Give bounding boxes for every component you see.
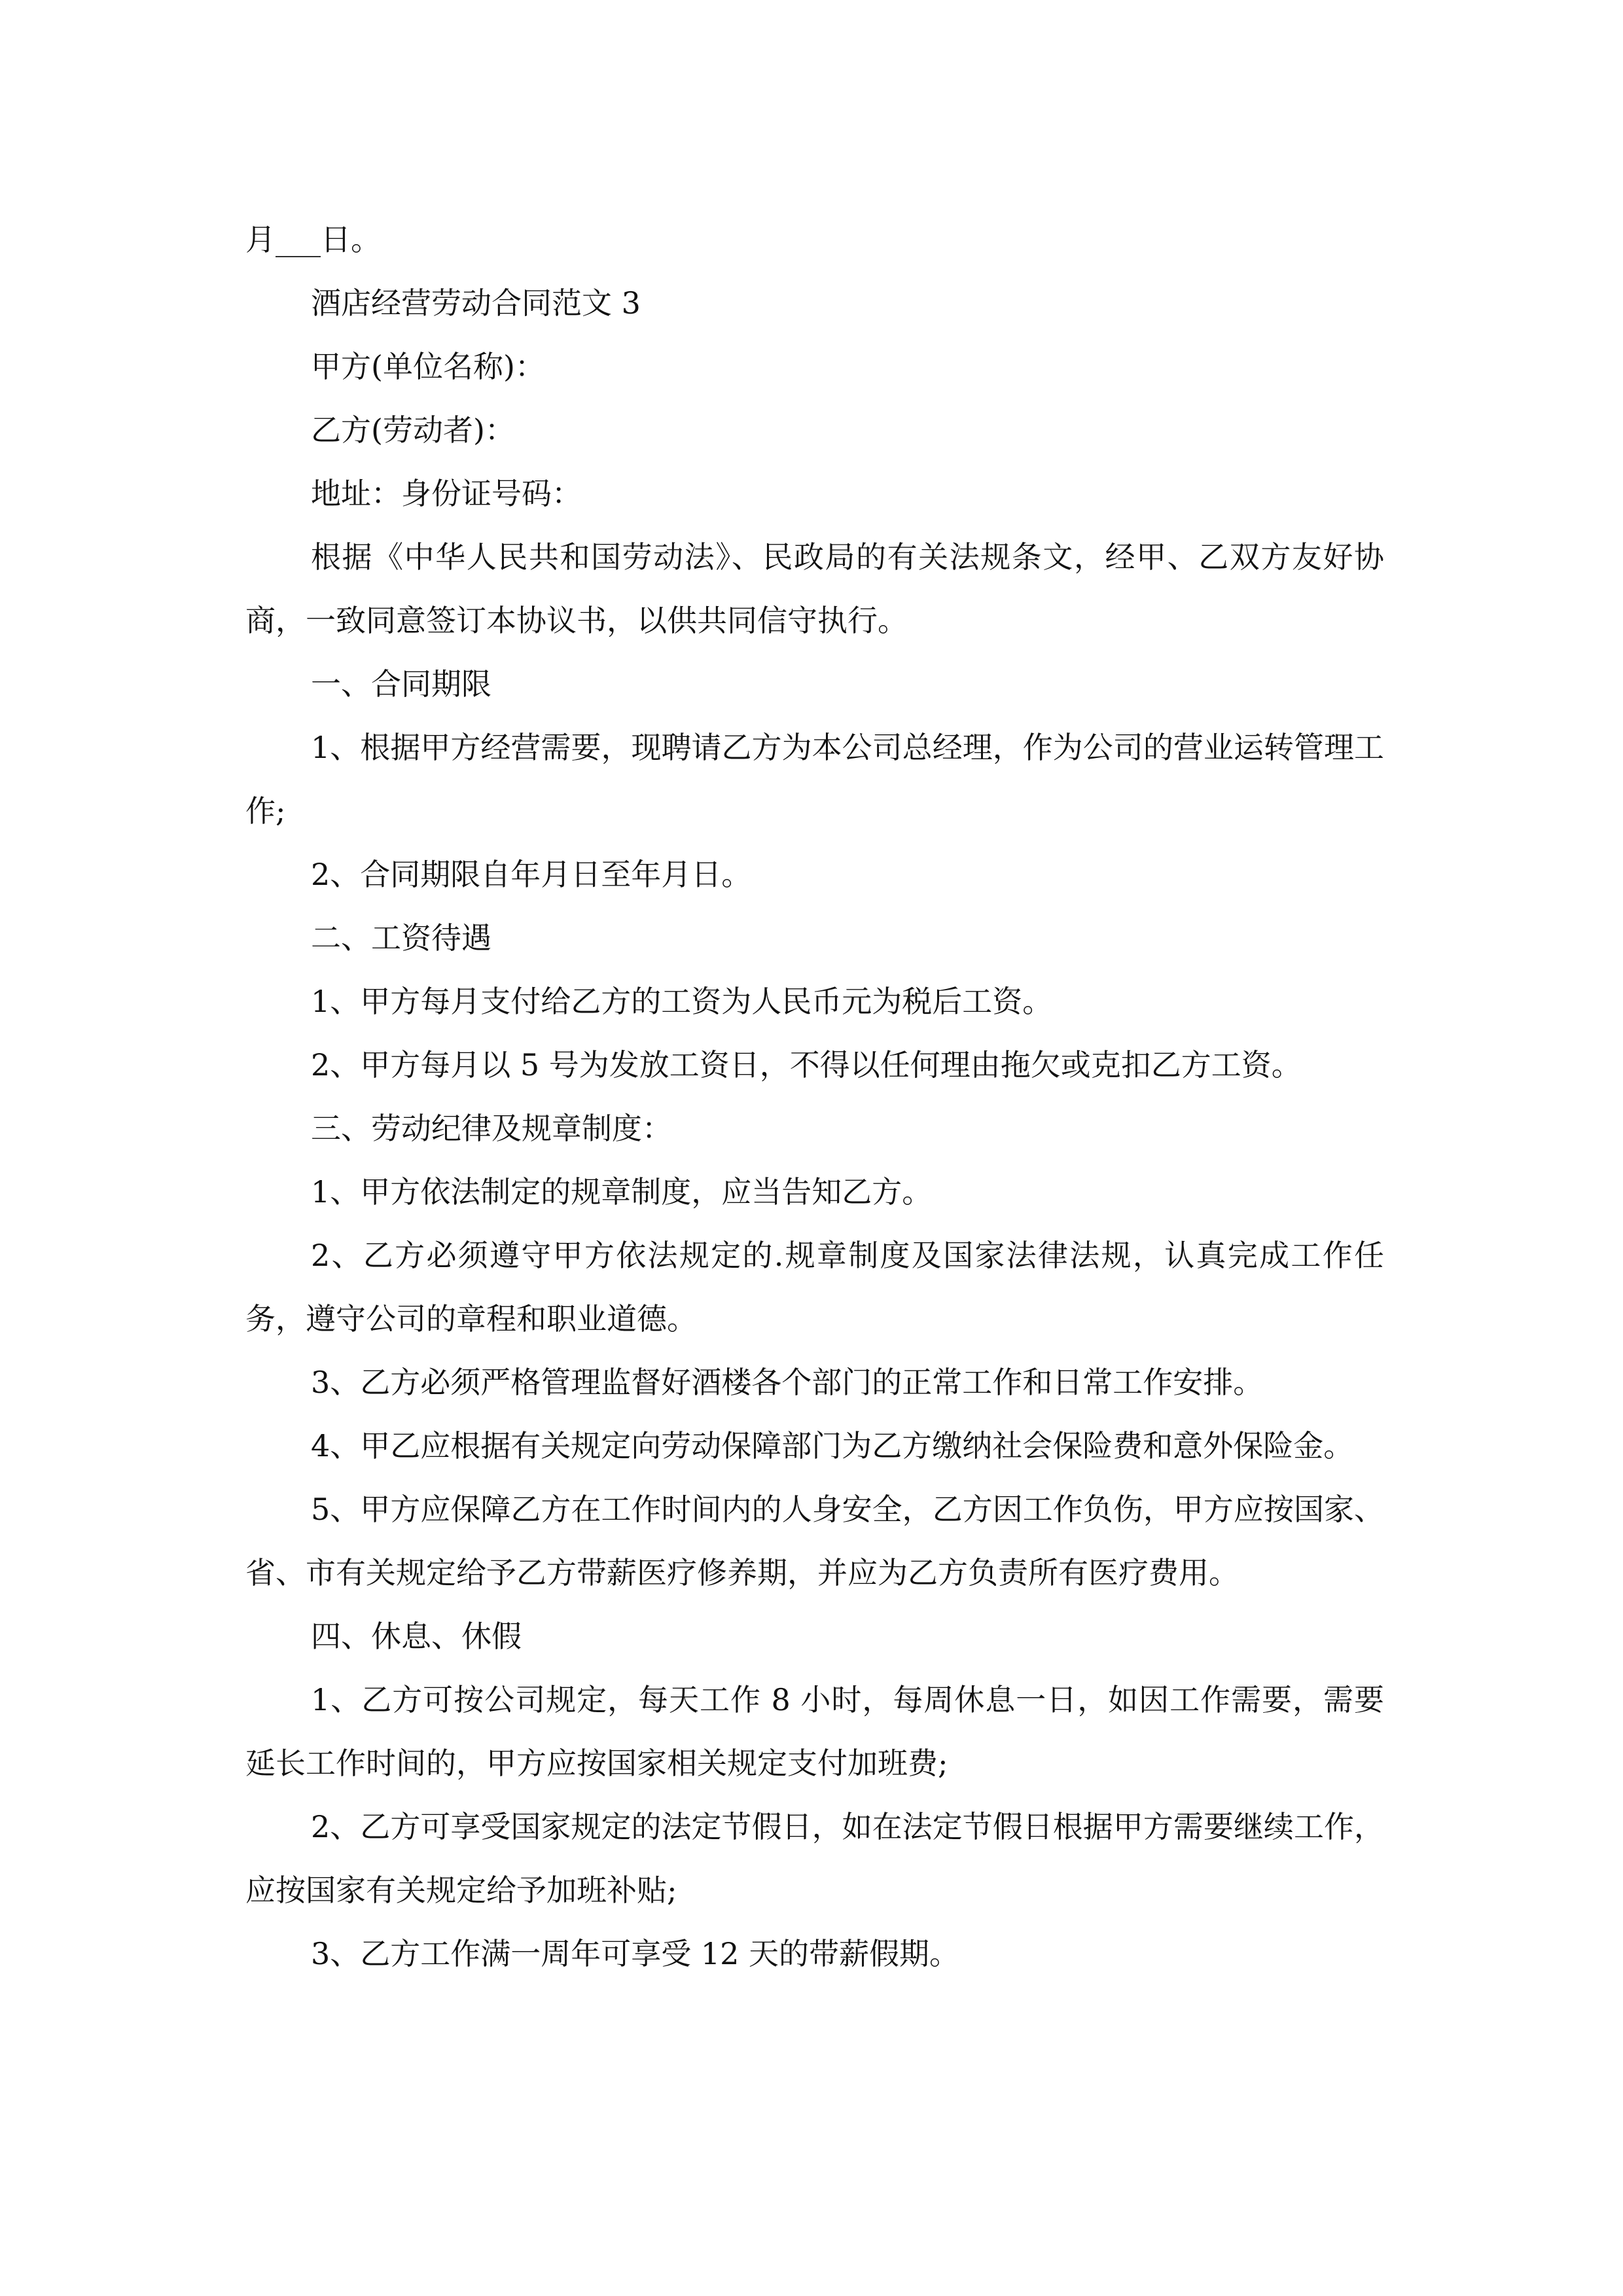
clause-paragraph: 5、甲方应保障乙方在工作时间内的人身安全，乙方因工作负伤，甲方应按国家、省、市有关规定给予乙方带薪医疗修养期，并应为乙方负责所有医疗费用。 — [245, 1492, 1384, 1590]
clause-paragraph: 2、甲方每月以 5 号为发放工资日，不得以任何理由拖欠或克扣乙方工资。 — [311, 1047, 1302, 1083]
date-line: 月___日。 — [245, 222, 381, 257]
clause-paragraph: 3、乙方必须严格管理监督好酒楼各个部门的正常工作和日常工作安排。 — [311, 1365, 1264, 1400]
section-heading-term: 一、合同期限 — [311, 666, 491, 702]
clause-paragraph: 2、乙方必须遵守甲方依法规定的.规章制度及国家法律法规，认真完成工作任务，遵守公司的章程和职业道德。 — [245, 1238, 1384, 1336]
clause-paragraph: 2、乙方可享受国家规定的法定节假日，如在法定节假日根据甲方需要继续工作，应按国家有关规定给予加班补贴; — [245, 1809, 1384, 1908]
contract-title: 酒店经营劳动合同范文 3 — [311, 285, 641, 321]
clause-paragraph: 1、根据甲方经营需要，现聘请乙方为本公司总经理，作为公司的营业运转管理工作; — [245, 730, 1384, 829]
clause-paragraph: 2、合同期限自年月日至年月日。 — [311, 857, 752, 892]
preamble-paragraph: 根据《中华人民共和国劳动法》、民政局的有关法规条文，经甲、乙双方友好协商，一致同意签订本协议书，以供共同信守执行。 — [245, 539, 1384, 638]
party-a-line: 甲方(单位名称)： — [311, 349, 545, 384]
document-page — [245, 208, 1384, 1986]
clause-paragraph: 1、乙方可按公司规定，每天工作 8 小时，每周休息一日，如因工作需要，需要延长工作时间的，甲方应按国家相关规定支付加班费; — [245, 1682, 1384, 1781]
clause-paragraph: 4、甲乙应根据有关规定向劳动保障部门为乙方缴纳社会保险费和意外保险金。 — [311, 1428, 1354, 1463]
section-heading-rest: 四、休息、休假 — [311, 1619, 522, 1654]
clause-paragraph: 1、甲方依法制定的规章制度，应当告知乙方。 — [311, 1174, 933, 1210]
clause-paragraph: 3、乙方工作满一周年可享受 12 天的带薪假期。 — [311, 1936, 960, 1971]
clause-paragraph: 1、甲方每月支付给乙方的工资为人民币元为税后工资。 — [311, 984, 1053, 1019]
section-heading-discipline: 三、劳动纪律及规章制度： — [311, 1111, 672, 1146]
party-b-line: 乙方(劳动者)： — [311, 412, 515, 448]
section-heading-salary: 二、工资待遇 — [311, 920, 491, 956]
address-id-line: 地址：身份证号码： — [311, 476, 582, 511]
